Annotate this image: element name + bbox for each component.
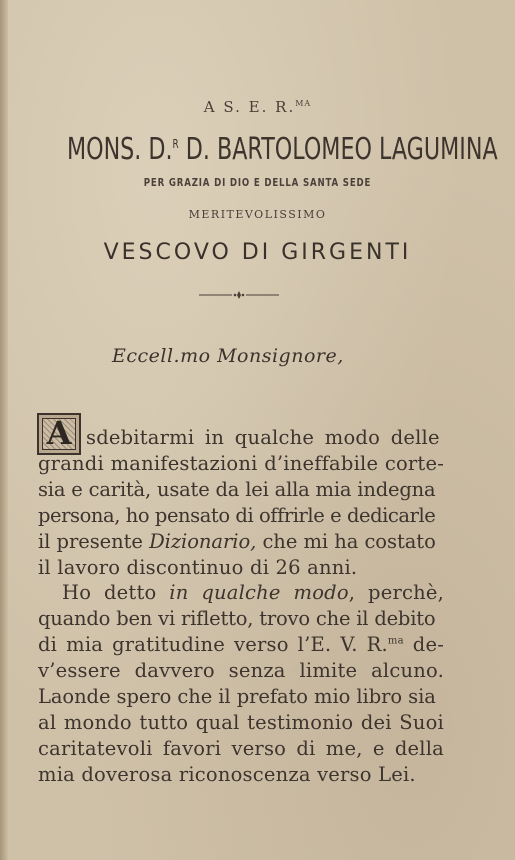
- body-line: il presente Dizionario, che mi ha costato: [38, 529, 436, 553]
- body-line: il lavoro discontinuo di 26 anni.: [38, 555, 358, 579]
- salutation: Eccell.mo Monsignore,: [112, 345, 344, 367]
- dedication-line: A S. E. R.$^{MA}$: [203, 98, 312, 116]
- dropcap-ornament: [37, 413, 81, 455]
- ornament-divider-icon: [199, 290, 279, 300]
- body-line: sia e carità, usate da lei alla mia indegna: [38, 477, 436, 501]
- body-line: caritatevoli favori verso di me, e della: [38, 736, 444, 760]
- body-line: persona, ho pensato di offrirle e dedicarle: [38, 503, 436, 527]
- body-line: mia doverosa riconoscenza verso Lei.: [38, 762, 416, 786]
- page-edge: [0, 0, 8, 860]
- body-line: al mondo tutto qual testimonio dei Suoi: [38, 710, 444, 734]
- body-line: v’essere davvero senza limite alcuno.: [38, 659, 444, 683]
- body-line: Laonde spero che il prefato mio libro sia: [38, 685, 436, 708]
- bishop-name: MONS. D.$^R$ D. BARTOLOMEO LAGUMINA: [66, 132, 498, 167]
- body-line: Ho detto in qualche modo, perchè,: [62, 581, 444, 605]
- dropcap-letter: A: [46, 414, 72, 452]
- body-line: grandi manifestazioni d’ineffabile corte-: [38, 451, 444, 475]
- grace-line: PER GRAZIA DI DIO E DELLA SANTA SEDE: [143, 177, 372, 189]
- body-line: sdebitarmi in qualche modo delle: [86, 426, 440, 449]
- body-line: di mia gratitudine verso l’E. V. R.$^{ma}$ de-: [38, 633, 444, 657]
- bishop-title: VESCOVO DI GIRGENTI: [103, 240, 412, 265]
- body-line: quando ben vi rifletto, trovo che il debito: [38, 607, 436, 631]
- merit-line: MERITEVOLISSIMO: [188, 208, 327, 221]
